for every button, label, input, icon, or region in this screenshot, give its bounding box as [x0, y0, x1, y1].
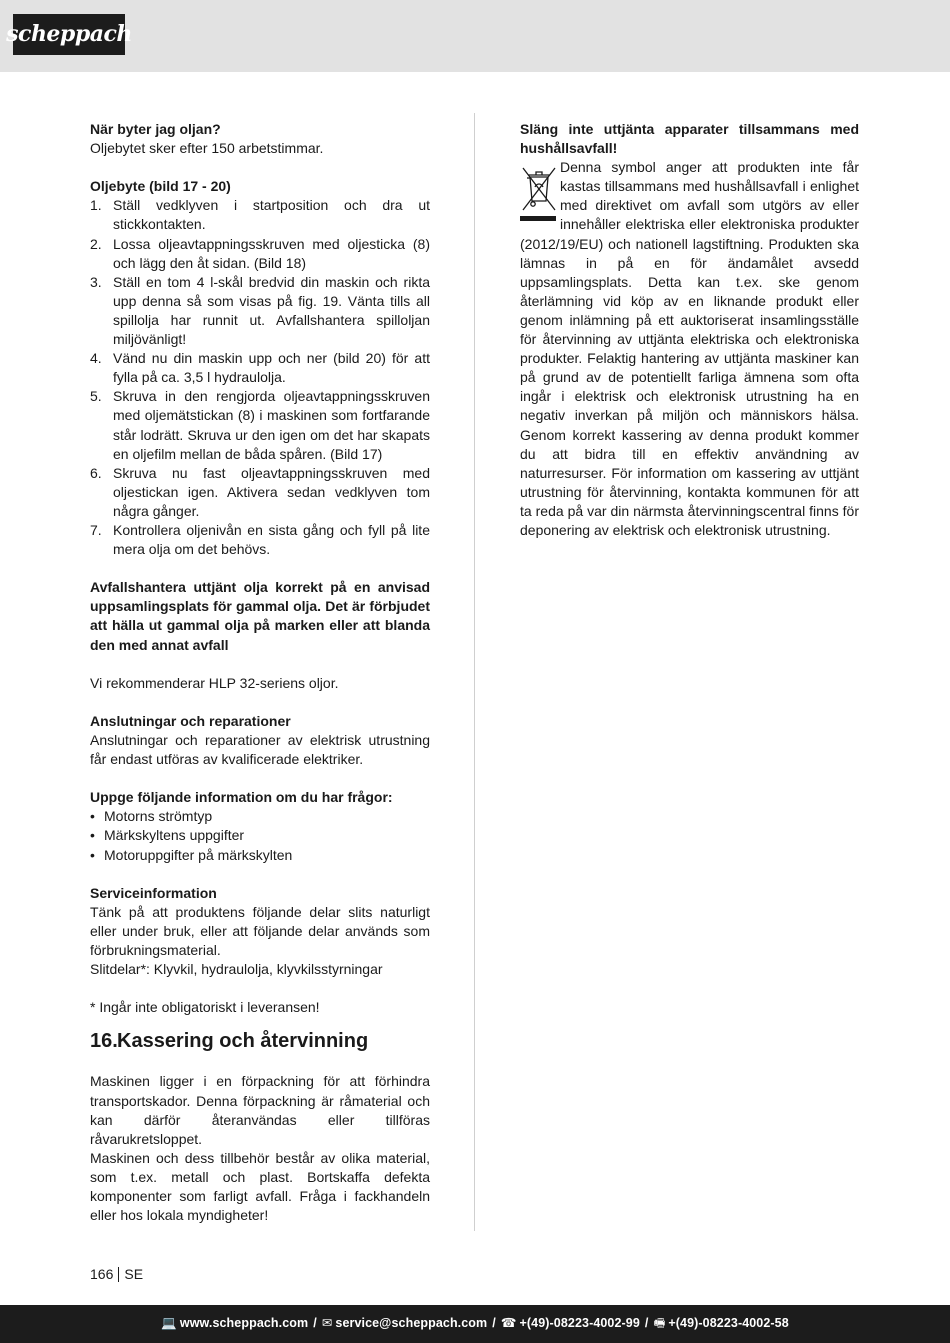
list-item: • Motoruppgifter på märkskylten — [90, 846, 293, 863]
oil-change-question-heading: När byter jag oljan? — [90, 121, 221, 137]
oil-recommendation: Vi rekommenderar HLP 32-seriens oljor. — [90, 674, 339, 691]
language-code: SE — [124, 1266, 144, 1282]
oil-step: 3. Ställ en tom 4 l-skål bredvid din maskin och rikta upp denna så som visas på fig. 19. Vänta tills all spillolja har runnit ut. Avfallshantera spilloljan miljövänligt! — [90, 273, 430, 348]
column-divider — [474, 113, 475, 1231]
footnote: * Ingår inte obligatoriskt i leveransen! — [90, 999, 320, 1016]
list-item: • Motorns strömtyp — [90, 808, 213, 825]
repairs-text: Anslutningar och reparationer av elektrisk utrustning får endast utföras av kvalificerade elektriker. — [90, 732, 430, 768]
page-num: 166 — [90, 1266, 114, 1282]
left-column — [90, 120, 430, 1225]
email-link[interactable]: service@scheppach.com — [335, 1316, 488, 1331]
phone-number: +(49)-08223-4002-99 — [519, 1316, 640, 1331]
page-separator — [118, 1267, 119, 1282]
oil-step: 7. Kontrollera oljenivån en sista gång och fyll på lite mera olja om det behövs. — [90, 521, 430, 558]
oil-step: 6. Skruva nu fast oljeavtappningsskruven med oljestickan igen. Aktivera sedan vedklyven tom några gånger. — [90, 464, 430, 519]
oil-step: 2. Lossa oljeavtappningsskruven med oljesticka (8) och lägg den åt sidan. (Bild 18) — [90, 235, 430, 271]
right-column — [520, 120, 859, 540]
section-number: 16. — [90, 1030, 118, 1053]
info-list — [90, 807, 430, 864]
contact-bar: 💻 www.scheppach.com / ✉ service@scheppach.com / ☎ +(49)-08223-4002-99 / 🖷 +(49)-08223-4002-58 — [0, 1305, 950, 1343]
oil-disposal-warning: Avfallshantera uttjänt olja korrekt på en anvisad uppsamlingsplats för gammal olja. Det är förbjudet att hälla ut gammal olja på marken eller att blanda den med annat avfall — [90, 579, 430, 653]
list-item: • Märkskyltens uppgifter — [90, 827, 245, 844]
fax-number: +(49)-08223-4002-58 — [668, 1316, 789, 1331]
disposal-paragraph: Maskinen och dess tillbehör består av olika material, som t.ex. metall och plast. Bortskaffa defekta komponenter som farligt avfall. Fråga i fackhandeln eller hos lokala myndigheter! — [90, 1149, 430, 1224]
service-text: Tänk på att produktens följande delar slits naturligt eller under bruk, eller att följande delar används som förbrukningsmaterial. — [90, 903, 430, 959]
website-link[interactable]: www.scheppach.com — [179, 1316, 309, 1331]
crossed-out-wheelie-bin-icon — [520, 165, 558, 223]
email-icon: ✉ — [321, 1316, 333, 1331]
section-title: Kassering och återvinning — [117, 1030, 369, 1053]
page-number — [90, 1265, 143, 1284]
oil-step: 5. Skruva in den rengjorda oljeavtappningsskruven med oljemätstickan (8) i maskinen som fortfarande står lodrätt. Skruva ur den igen om det har skapats en oljefilm mellan de båda spåren. (Bild 17) — [90, 388, 430, 462]
oil-step: 4. Vänd nu din maskin upp och ner (bild 20) för att fylla på ca. 3,5 l hydraulolja. — [90, 350, 430, 386]
weee-text: Denna symbol anger att produkten inte får kastas tillsammans med hushållsavfall i enlighet med direktivet om avfall som utgörs av eller innehåller elektriska eller elektroniska produkter (2012/19/EU) och nationell lagstiftning. Produkten ska lämnas in på en för ändamålet avsedd uppsamlingsplats. Detta kan t.ex. ske genom återlämning vid köp av en liknande produkt eller genom inlämning på ett auktoriserat insamlingsställe för återvinning av uttjänta elektriska och elektroniska produkter. Felaktig hantering av uttjänta maskiner kan på grund av de potentiellt farliga ämnena som ofta ingår i elektrisk och elektronisk utrustning ha en negativ inverkan på miljön och människors hälsa. Genom korrekt kassering av denna produkt kommer du att bidra till en effektiv användning av naturresurser. För information om kassering av uttjänt utrustning för återvinning, kontakta kommunen för att ta reda på var din närmsta återvinningscentral finns för deponering av elektrisk och elektronisk utrustning. — [520, 159, 859, 538]
weee-heading: Släng inte uttjänta apparater tillsammans med hushållsavfall! — [520, 121, 859, 157]
disposal-paragraph: Maskinen ligger i en förpackning för att förhindra transportskador. Denna förpackning är råmaterial och kan därför återanvändas eller tillföras råvarukretsloppet. — [90, 1073, 430, 1147]
wear-parts-text: Slitdelar*: Klyvkil, hydraulolja, klyvkilsstyrningar — [90, 961, 383, 978]
repairs-heading: Anslutningar och reparationer — [90, 712, 291, 729]
phone-icon: ☎ — [500, 1316, 517, 1331]
oil-change-heading: Oljebyte (bild 17 - 20) — [90, 178, 231, 195]
weee-body — [520, 158, 859, 540]
service-heading: Serviceinformation — [90, 884, 217, 901]
page-header — [0, 0, 950, 72]
computer-icon: 💻 — [161, 1316, 177, 1331]
oil-change-interval-text: Oljebytet sker efter 150 arbetstimmar. — [90, 140, 324, 157]
oil-change-steps — [90, 196, 430, 559]
info-heading: Uppge följande information om du har frågor: — [90, 789, 393, 806]
fax-icon: 🖷 — [653, 1316, 666, 1331]
oil-step: 1. Ställ vedklyven i startposition och dra ut stickkontakten. — [90, 197, 430, 233]
section-heading — [90, 1029, 430, 1053]
brand-logo: scheppach — [13, 14, 125, 55]
